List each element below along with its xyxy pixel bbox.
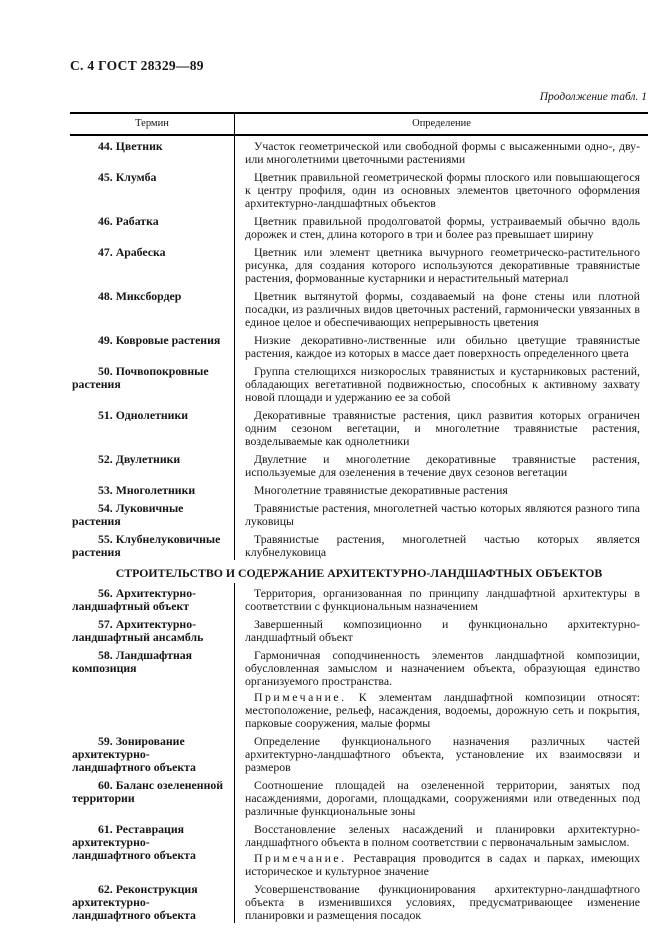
term-name: Зонирование архитектурно-ландшафтного объекта: [72, 734, 196, 774]
term-cell: [70, 819, 234, 879]
definition-text: Восстановление зеленых насаждений и планировки архитектурно-ландшафтного объекта в полном соответствии с первоначальным замыслом.: [245, 822, 640, 849]
definition-text: Участок геометрической или свободной формы с высаженными одно-, дву- или многолетними цветочными растениями: [245, 139, 640, 166]
column-header-definition: Определение: [234, 114, 648, 134]
term-number: 48.: [98, 289, 113, 303]
term-text: [72, 140, 228, 153]
definition-text: Многолетние травянистые декоративные растения: [254, 483, 508, 497]
definition-cell: [234, 879, 648, 923]
table-row: [70, 449, 648, 480]
term-number: 53.: [98, 483, 113, 497]
table-row: [70, 819, 648, 879]
term-cell: [70, 529, 234, 560]
term-name: Архитектурно-ландшафтный ансамбль: [72, 617, 204, 644]
term-cell: [70, 480, 234, 498]
table-row: [70, 286, 648, 330]
term-name: Реконструкция архитектурно-ландшафтного объекта: [72, 882, 198, 922]
term-name: Клубнелуковичные растения: [72, 532, 221, 559]
term-text: [72, 618, 228, 644]
term-text: [72, 334, 228, 347]
term-name: Почвопокровные растения: [72, 364, 209, 391]
term-number: 45.: [98, 170, 113, 184]
term-cell: [70, 242, 234, 286]
term-cell: [70, 167, 234, 211]
term-name: Баланс озелененной территории: [72, 778, 224, 805]
definition-cell: [234, 614, 648, 645]
term-number: 59.: [98, 734, 113, 748]
term-cell: [70, 498, 234, 529]
term-number: 52.: [98, 452, 113, 466]
term-text: [72, 453, 228, 466]
definition-cell: [234, 167, 648, 211]
term-cell: [70, 211, 234, 242]
definition-cell: [234, 480, 648, 498]
term-name: Арабеска: [115, 245, 166, 259]
term-name: Двулетники: [115, 452, 181, 466]
definition-cell: [234, 645, 648, 731]
terms-definitions-table: [70, 112, 648, 923]
term-text: [72, 779, 228, 805]
definition-cell: [234, 775, 648, 819]
definition-text: Цветник или элемент цветника вычурного геометрическо-растительного рисунка, для создания которого используются декоративные травянистые растения, формованные кустарники и нерастительный материал: [245, 245, 640, 285]
definition-text: Цветник правильной геометрической формы плоского или повышающегося к центру профиля, один из основных элементов цветочного оформления архитектурно-ландшафтных объектов: [245, 170, 640, 210]
definition-text: Цветник правильной продолговатой формы, устраиваемый обычно вдоль дорожек и стен, длина которого в три и более раз превышает ширину: [245, 214, 640, 241]
table-row: [70, 731, 648, 775]
term-text: [72, 409, 228, 422]
definition-text: Травянистые растения, многолетней частью которых является клубнелуковица: [245, 532, 640, 559]
term-text: [72, 246, 228, 259]
term-number: 47.: [98, 245, 113, 259]
term-number: 62.: [98, 882, 113, 896]
definition-text: Декоративные травянистые растения, цикл развития которых ограничен одним сезоном вегетации, и многолетние травянистые растения, возделываемые как однолетники: [245, 408, 640, 448]
term-name: Миксбордер: [115, 289, 182, 303]
table-row: [70, 879, 648, 923]
term-cell: [70, 775, 234, 819]
table-row: [70, 167, 648, 211]
section-heading: СТРОИТЕЛЬСТВО И СОДЕРЖАНИЕ АРХИТЕКТУРНО-ЛАНДШАФТНЫХ ОБЪЕКТОВ: [115, 566, 603, 580]
definition-text: Соотношение площадей на озелененной территории, занятых под насаждениями, дорогами, площадками, сооружениями или отведенных под различные функциональные зоны: [245, 778, 640, 818]
table-row: [70, 498, 648, 529]
term-text: [72, 484, 228, 497]
table-row: [70, 242, 648, 286]
note-label: Примечание.: [254, 690, 347, 704]
note-text: Примечание. К элементам ландшафтной композиции относят: местоположение, рельеф, насаждения, водоемы, дорожную сеть и покрытия, парковые сооружения, малые формы: [245, 690, 640, 730]
definition-text: Группа стелющихся низкорослых травянистых и кустарниковых растений, обладающих вегетативной подвижностью, способных к активному захвату новой площади и удержанию ее за собой: [245, 364, 640, 404]
table-row: [70, 645, 648, 731]
table-row: [70, 775, 648, 819]
table-body: [70, 136, 648, 923]
term-number: 51.: [98, 408, 113, 422]
term-cell: [70, 405, 234, 449]
term-text: [72, 215, 228, 228]
term-text: [72, 823, 228, 862]
definition-cell: [234, 405, 648, 449]
term-cell: [70, 614, 234, 645]
column-header-term: Термин: [135, 118, 169, 129]
term-number: 44.: [98, 139, 113, 153]
term-name: Однолетники: [115, 408, 189, 422]
page-header: С. 4 ГОСТ 28329—89: [70, 58, 204, 73]
table-row: [70, 330, 648, 361]
term-number: 61.: [98, 822, 113, 836]
term-text: [72, 649, 228, 675]
definition-text: Гармоничная соподчиненность элементов ландшафтной композиции, обусловленная замыслом и назначением объекта, образующая единство организуемого пространства.: [245, 648, 640, 688]
table-row: [70, 136, 648, 167]
term-text: [72, 171, 228, 184]
definition-text: Определение функционального назначения различных частей архитектурно-ландшафтного объекта, установление их взаимосвязи и размеров: [245, 734, 640, 774]
table-row: [70, 583, 648, 614]
definition-cell: [234, 819, 648, 879]
term-name: Архитектурно-ландшафтный объект: [72, 586, 197, 613]
note-text: Примечание. Реставрация проводится в садах и парках, имеющих историческое и культурное значение: [245, 851, 640, 878]
term-text: [72, 365, 228, 391]
term-cell: [70, 286, 234, 330]
table-row: [70, 211, 648, 242]
definition-cell: [234, 529, 648, 560]
definition-cell: [234, 449, 648, 480]
term-name: Многолетники: [115, 483, 196, 497]
term-cell: [70, 361, 234, 405]
term-name: Реставрация архитектурно-ландшафтного объекта: [72, 822, 196, 862]
definition-cell: [234, 136, 648, 167]
term-name: Рабатка: [115, 214, 159, 228]
term-number: 54.: [98, 501, 113, 515]
term-name: Ландшафтная композиция: [72, 648, 193, 675]
table-row: [70, 614, 648, 645]
table-continuation-note: Продолжение табл. 1: [539, 91, 647, 103]
term-text: [72, 290, 228, 303]
term-name: Клумба: [115, 170, 157, 184]
term-name: Цветник: [115, 139, 163, 153]
term-number: 57.: [98, 617, 113, 631]
term-text: [72, 587, 228, 613]
definition-cell: [234, 583, 648, 614]
definition-cell: [234, 361, 648, 405]
term-number: 58.: [98, 648, 113, 662]
definition-cell: [234, 211, 648, 242]
term-number: 49.: [98, 333, 113, 347]
table-row: [70, 361, 648, 405]
term-cell: [70, 330, 234, 361]
definition-cell: [234, 330, 648, 361]
term-cell: [70, 449, 234, 480]
term-cell: [70, 645, 234, 731]
term-number: 55.: [98, 532, 113, 546]
note-label: Примечание.: [254, 851, 347, 865]
table-row: [70, 405, 648, 449]
term-cell: [70, 583, 234, 614]
definition-text: Территория, организованная по принципу ландшафтной архитектуры в соответствии с функциональным назначением: [245, 586, 640, 613]
term-name: Луковичные растения: [72, 501, 184, 528]
definition-text: Усовершенствование функционирования архитектурно-ландшафтного объекта в изменившихся условиях, предусматривающее изменение планировки и размещения посадок: [245, 882, 640, 922]
term-cell: [70, 731, 234, 775]
term-text: [72, 502, 228, 528]
term-text: [72, 533, 228, 559]
term-number: 56.: [98, 586, 113, 600]
definition-cell: [234, 498, 648, 529]
definition-cell: [234, 731, 648, 775]
table-row: [70, 529, 648, 560]
definition-text: Цветник вытянутой формы, создаваемый на фоне стены или плотной посадки, из различных видов цветочных растений, гармонически увязанных в единое целое и обеспечивающих непрерывность цветения: [245, 289, 640, 329]
term-number: 60.: [98, 778, 113, 792]
term-cell: [70, 136, 234, 167]
table-row: [70, 480, 648, 498]
term-number: 50.: [98, 364, 113, 378]
definition-text: Травянистые растения, многолетней частью которых являются разного типа луковицы: [245, 501, 640, 528]
definition-cell: [234, 242, 648, 286]
term-text: [72, 883, 228, 922]
term-text: [72, 735, 228, 774]
definition-text: Завершенный композиционно и функционально архитектурно-ландшафтный объект: [245, 617, 640, 644]
term-name: Ковровые растения: [115, 333, 221, 347]
table-header-row: [70, 114, 648, 136]
definition-text: Двулетние и многолетние декоративные травянистые растения, используемые для озеленения в течение двух сезонов вегетации: [245, 452, 640, 479]
definition-cell: [234, 286, 648, 330]
term-number: 46.: [98, 214, 113, 228]
definition-text: Низкие декоративно-лиственные или обильно цветущие травянистые растения, каждое из которых в массе дает поверхность определенного цвета: [245, 333, 640, 360]
term-cell: [70, 879, 234, 923]
